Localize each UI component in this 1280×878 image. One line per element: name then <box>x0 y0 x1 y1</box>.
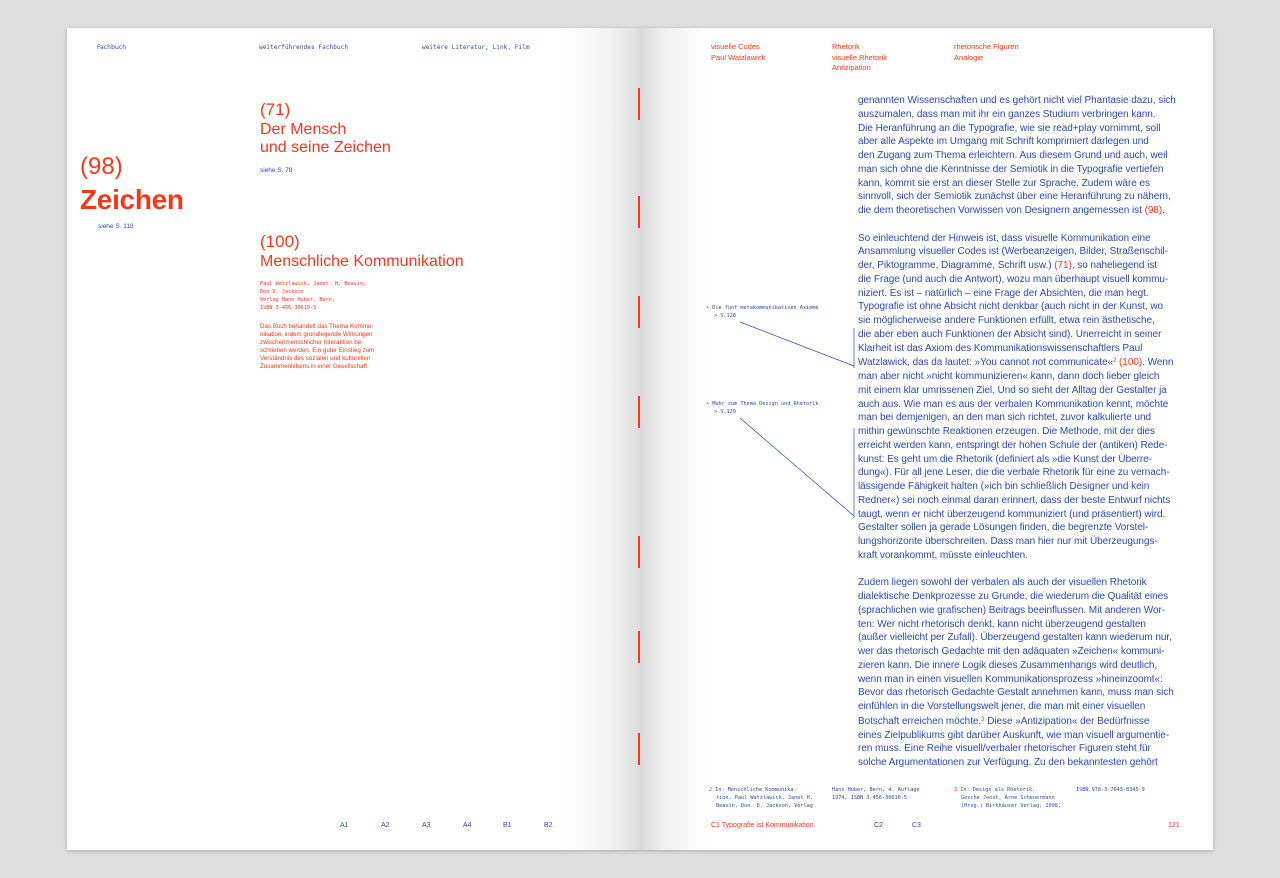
side-note-page: > S.128 <box>714 313 736 319</box>
footnote-3 <box>954 786 1061 810</box>
body-line: dialektische Denkprozesse zu Grunde, die wiederum die Qualität eines <box>858 591 1169 602</box>
body-line: kunst: Es geht um die Rhetorik (definiert als »die Kunst der Überre- <box>858 453 1152 465</box>
desc-line: schrieben werden. Ein guter Einstieg zum <box>260 347 375 355</box>
body-line: wer das rhetorisch Gedachte mit den adäquaten »Zeichen« kommuni- <box>858 646 1165 657</box>
nav-b1[interactable]: B1 <box>503 822 512 829</box>
body-line: Watzlawick, das da lautet: »You cannot not communicate«$^2$ (100). Wenn <box>858 357 1174 369</box>
body-line: lässigende Fähigkeit halten (»ich bin schließlich Designer und kein <box>858 481 1150 492</box>
entry-98-see[interactable]: siehe S. 118 <box>98 223 134 230</box>
body-line: mithin gewünschte Reaktionen erzeugen. Die Methode, mit der dies <box>858 426 1155 437</box>
body-line: Gestalter sollen ja gerade Lösungen finden, die begrenzte Vorstel- <box>858 522 1149 534</box>
body-line: ren muss. Eine Reihe visuell/verbaler rhetorischer Figuren steht für <box>858 743 1151 755</box>
body-line: kann, kommt sie erst an dieser Stelle zur Sprache. Zudem wäre es <box>858 177 1150 189</box>
nav-c3[interactable]: C3 <box>912 822 921 829</box>
body-line: die Frage (und auch die Antwort), wozu man überhaupt visuell kommu- <box>858 273 1169 285</box>
entry-71-see[interactable]: siehe S. 78 <box>260 167 293 174</box>
bullet-icon: • <box>706 401 710 407</box>
left-page <box>67 28 640 850</box>
body-text <box>858 94 1176 784</box>
book-spread <box>67 28 1213 850</box>
entry-98-title: Zeichen <box>80 184 184 215</box>
desc-line: Das Buch behandelt das Thema Kommu- <box>260 323 374 330</box>
body-line: genannten Wissenschaften und es gehört nicht viel Phantasie dazu, sich <box>858 95 1176 106</box>
nav-c1-chapter[interactable]: C1 Typografie ist Kommunikation. <box>711 822 816 829</box>
body-line: Klarheit ist das Axiom des Kommunikationswissenschaftlers Paul <box>858 342 1143 354</box>
body-line: Typografie ist ohne Absicht nicht denkbar (auch nicht in der Kunst, wo <box>858 301 1164 313</box>
footnote-line: (Hrsg.) Birkhäuser Verlag, 2008, <box>961 803 1061 809</box>
body-line: (außer vielleicht per Zufall). Überzeugend gestalten kann wiederum nur, <box>858 632 1172 644</box>
bib-line: Verlag Hans Huber, Bern, <box>260 297 335 304</box>
body-line: man sich ohne die Kenntnisse der Semiotik in die Typografie vertiefen <box>858 163 1164 175</box>
body-line: die aber eben auch Funktionen der Absicht sind). Unerreicht in seiner <box>858 328 1162 340</box>
nav-b2[interactable]: B2 <box>544 822 553 829</box>
entry-100-number: (100) <box>260 232 300 251</box>
bib-line: Paul Watzlawick, Janet. H. Beavin, <box>260 281 367 287</box>
body-line: Die Heranführung an die Typografie, wie sie read+play vornimmt, soll <box>858 122 1161 134</box>
body-line: man bei demjenigen, an den man sich richtet, zuvor kalkulierte und <box>858 412 1151 424</box>
entry-100-description <box>260 323 374 372</box>
connector-line <box>740 322 854 366</box>
footnote-line: In: Design als Rhetorik. <box>960 787 1036 793</box>
body-line: dung«). Für all jene Leser, die die verbale Rhetorik für eine zu vernach- <box>858 467 1170 479</box>
body-line: wenn man in einen visuellen Kommunikationsprozess »hineinzoomt«: <box>858 673 1163 685</box>
side-note-text: Die fünf metakommunikativen Axiome <box>712 305 819 311</box>
page-number: 121 <box>1168 822 1180 829</box>
body-line: der, Piktogramme, Diagramme, Schrift usw.) (71), so naheliegend ist <box>858 260 1158 271</box>
body-line: den Zugang zum Thema erleichtern. Aus diesem Grund und auch, weil <box>858 150 1168 161</box>
cross-reference[interactable]: (100) <box>1119 357 1143 369</box>
body-line: man aber nicht »nicht kommunizieren« kann, dann doch lieber gleich <box>858 371 1160 382</box>
desc-line: nikation, indem grundlegende Wirkungen <box>260 331 373 339</box>
nav-visuelle-codes[interactable]: visuelle Codes <box>711 42 760 51</box>
body-line: die dem theoretischen Vorwissen von Designern angemessen ist (98). <box>858 205 1165 216</box>
entry-98-number: (98) <box>80 153 123 180</box>
body-line: Redner«) sei noch einmal daran erinnert, dass der beste Entwurf nichts <box>858 494 1171 506</box>
body-line: sinnvoll, sich der Semiotik zunächst über eine Heranführung zu nähern, <box>858 191 1171 203</box>
side-note-page: > S.129 <box>714 409 736 415</box>
nav-fachbuch[interactable]: Fachbuch <box>97 44 127 51</box>
entry-71-number: (71) <box>260 100 291 119</box>
desc-line: Verständnis des sozialen und kulturellen <box>260 355 371 363</box>
desc-line: zwischenmenschlicher Interaktion be- <box>260 339 364 347</box>
footnote-reference: 3 <box>981 716 985 723</box>
body-line: sie möglicherweise andere Funktionen erfüllt, etwa rein ästhetische, <box>858 315 1155 326</box>
entry-71-title <box>260 121 391 157</box>
body-line: aber alle Aspekte im Umgang mit Schrift komprimiert darlegen und <box>858 136 1149 148</box>
footnote-reference: 2 <box>1113 358 1117 365</box>
cross-reference[interactable]: (98) <box>1144 205 1163 216</box>
nav-a4[interactable]: A4 <box>463 822 472 829</box>
body-line: einfühlen in die Vorstellungswelt jener, die man mit einer visuellen <box>858 701 1146 712</box>
footnote-line: Gesche Joost, Arne Scheuermann <box>961 795 1055 801</box>
body-line: Bevor das rhetorisch Gedachte Gestalt annehmen kann, muss man sich <box>858 687 1174 699</box>
nav-weitere-literatur[interactable]: weitere Literatur, Link, Film <box>422 44 530 51</box>
body-line: ten: Wer nicht rhetorisch denkt, kann nicht überzeugend gestalten <box>858 618 1146 630</box>
bullet-icon: • <box>706 305 710 311</box>
bib-line: Don D. Jackson <box>260 289 304 296</box>
body-paragraph <box>858 232 1176 563</box>
nav-antizipation[interactable]: Antizipation <box>832 63 871 72</box>
body-line: erreicht werden kann, entspringt der hohen Schule der (antiken) Rede- <box>858 439 1168 451</box>
nav-a3[interactable]: A3 <box>422 822 431 829</box>
body-line: taugt, wenn er nicht überzeugend kommuniziert (und präsentiert) wird. <box>858 508 1166 520</box>
body-line: mit einem klar umrissenen Ziel. Und so sieht der Alltag der Gestalter ja <box>858 384 1167 396</box>
body-line: (sprachlichen wie grafischen) Beitrags beeinflussen. Mit anderen Wor- <box>858 604 1166 616</box>
connector-line <box>740 418 854 516</box>
body-line: Botschaft erreichen möchte.$^3$ Diese »Antizipation« der Bedürfnisse <box>858 715 1150 727</box>
nav-analogie[interactable]: Analogie <box>954 52 984 62</box>
footnote-number: 2 <box>709 787 713 793</box>
body-line: eines Zielpublikums gibt darüber Auskunft, wie man visuell argumentie- <box>858 729 1170 741</box>
nav-weiterfuehrendes-fachbuch[interactable]: weiterführendes Fachbuch <box>259 44 349 51</box>
footnote-line: ISBN 978-3-7643-8345-9 <box>1076 787 1145 793</box>
nav-c2[interactable]: C2 <box>874 822 883 829</box>
footnote-2 <box>709 786 813 810</box>
body-paragraph <box>858 576 1176 770</box>
desc-line: Zusammenlebens in einer Gesellschaft. <box>260 363 369 371</box>
nav-paul-watzlawick[interactable]: Paul Watzlawick <box>711 52 766 62</box>
nav-a1[interactable]: A1 <box>340 822 349 829</box>
right-page <box>640 28 1213 850</box>
side-note-text: Mehr zum Thema Design und Rhetorik <box>712 401 819 407</box>
footnote-number: 3 <box>954 787 958 793</box>
body-line: Ansammlung visueller Codes ist (Werbeanzeigen, Bilder, Straßenschil- <box>858 246 1168 258</box>
body-line: auch aus. Wie man es aus der verbalen Kommunikation kennt, möchte <box>858 398 1169 410</box>
footnote-line: 1974, ISBN 3-456-30610-5 <box>832 795 907 801</box>
body-paragraph <box>858 94 1176 218</box>
body-line: solche Argumentationen zur Verfügung. Zu den bekanntesten gehört <box>858 757 1158 768</box>
body-line: zieren kann. Die innere Logik dieses Zusammenhangs wird deutlich, <box>858 659 1158 671</box>
body-line: auszumalen, dass man mit ihr ein ganzes Studium verbringen kann. <box>858 108 1156 120</box>
bib-line: ISBN 3-456-30610-5 <box>260 305 317 312</box>
body-line: niziert. Es ist – natürlich – eine Frage der Absichten, die man hegt. <box>858 287 1149 299</box>
footnote-2-continued <box>832 786 919 802</box>
body-line: Zudem liegen sowohl der verbalen als auch der visuellen Rhetorik <box>858 577 1147 589</box>
nav-visuelle-rhetorik[interactable]: visuelle Rhetorik <box>832 52 888 62</box>
body-line: So einleuchtend der Hinweis ist, dass visuelle Kommunikation eine <box>858 232 1151 244</box>
entry-100-bibliography <box>260 280 366 312</box>
footnote-3-continued <box>1076 786 1145 794</box>
entry-100-title: Menschliche Kommunikation <box>260 253 464 270</box>
cross-reference[interactable]: (71) <box>1054 260 1072 271</box>
body-line: kraft vorankommt, müsste einleuchten. <box>858 549 1028 561</box>
nav-rhetorische-figuren[interactable]: rhetorische Figuren <box>954 42 1019 51</box>
entry-71-title-line2: und seine Zeichen <box>260 138 391 156</box>
nav-rhetorik[interactable]: Rhetorik <box>832 42 860 51</box>
nav-a2[interactable]: A2 <box>381 822 390 829</box>
entry-71-title-line1: Der Mensch <box>260 121 347 138</box>
footnote-line: Hans Huber, Bern, 4. Auflage <box>832 787 920 793</box>
footnote-line: Beavin, Don. D. Jackson, Verlag <box>716 803 813 809</box>
footnote-line: tion, Paul Watzlawick, Janet H. <box>716 795 813 801</box>
body-line: lungshorizonte überschreiten. Dass man hier nur mit Überzeugungs- <box>858 536 1158 547</box>
footnote-line: In: Menschliche Kommunika- <box>715 787 797 793</box>
